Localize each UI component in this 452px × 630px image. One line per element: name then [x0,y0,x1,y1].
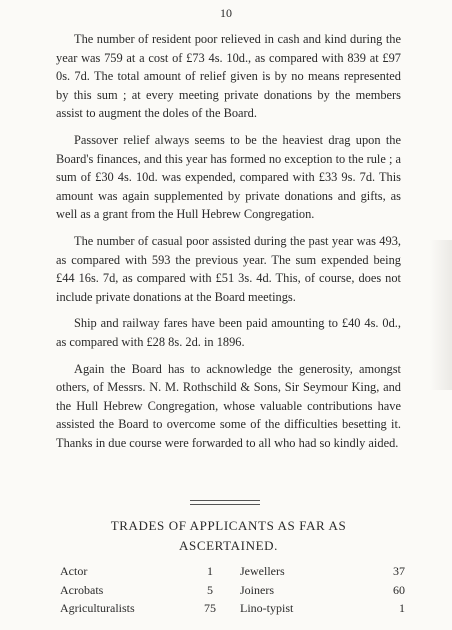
trades-heading-line-1: TRADES OF APPLICANTS AS FAR AS [110,518,347,533]
trade-name: Agriculturalists [60,601,135,615]
paragraph-acknowledgements: Again the Board has to acknowledge the generosity, amongst others, of Messrs. N. M. Rothschild & Sons, Sir Seymour King, and the Hull Hebrew Congregation, whose valuable contributions have assisted the Board to overcome some of the difficulties besetting it. Thanks in due course were forwarded to all who had so kindly aided. [56,361,401,450]
paragraph-resident-poor: The number of resident poor relieved in cash and kind during the year was 759 at a cost of £73 4s. 10d., as compared with 839 at £97 0s. 7d. The total amount of relief given is by no means represented by this sum ; at every meeting private donations by the members assist to augment the doles of the Board. [56,32,401,121]
section-divider [190,500,260,505]
trade-count: 1 [399,601,405,615]
table-row [60,599,405,618]
paragraph-fares: Ship and railway fares have been paid amounting to £40 4s. 0d., as compared with £28 8s. 2d. in 1896. [56,316,401,349]
trades-table [60,562,405,618]
trade-name: Actor [60,564,88,578]
trades-heading [56,516,401,556]
trade-count: 75 [204,601,216,615]
page-number: 10 [220,6,232,20]
trade-count: 1 [207,564,213,578]
trade-count: 60 [393,582,405,597]
paragraph-passover-relief: Passover relief always seems to be the heaviest drag upon the Board's finances, and this year has formed no exception to the rule ; a sum of £30 4s. 10d. was expended, compared with £33 9s. 7d. This amount was again supplemented by private donations and gifts, as well as a grant from the Hull Hebrew Congregation. [56,132,401,222]
show-through-shadow [430,240,452,390]
trades-heading-line-2: ASCERTAINED. [179,538,278,553]
trade-name: Acrobats [60,582,104,597]
trade-count: 5 [207,582,213,597]
trade-count: 37 [393,564,405,578]
trade-name: Lino-typist [240,601,294,615]
paragraph-casual-poor: The number of casual poor assisted during the past year was 493, as compared with 593 the previous year. The sum expended being £44 16s. 7d, as compared with £51 3s. 4d. This, of course, does not include private donations at the Board meetings. [56,233,401,304]
trade-name: Jewellers [240,564,285,578]
table-row [60,562,405,581]
table-row [60,581,405,600]
report-body [56,30,401,460]
trade-name: Joiners [240,582,274,597]
